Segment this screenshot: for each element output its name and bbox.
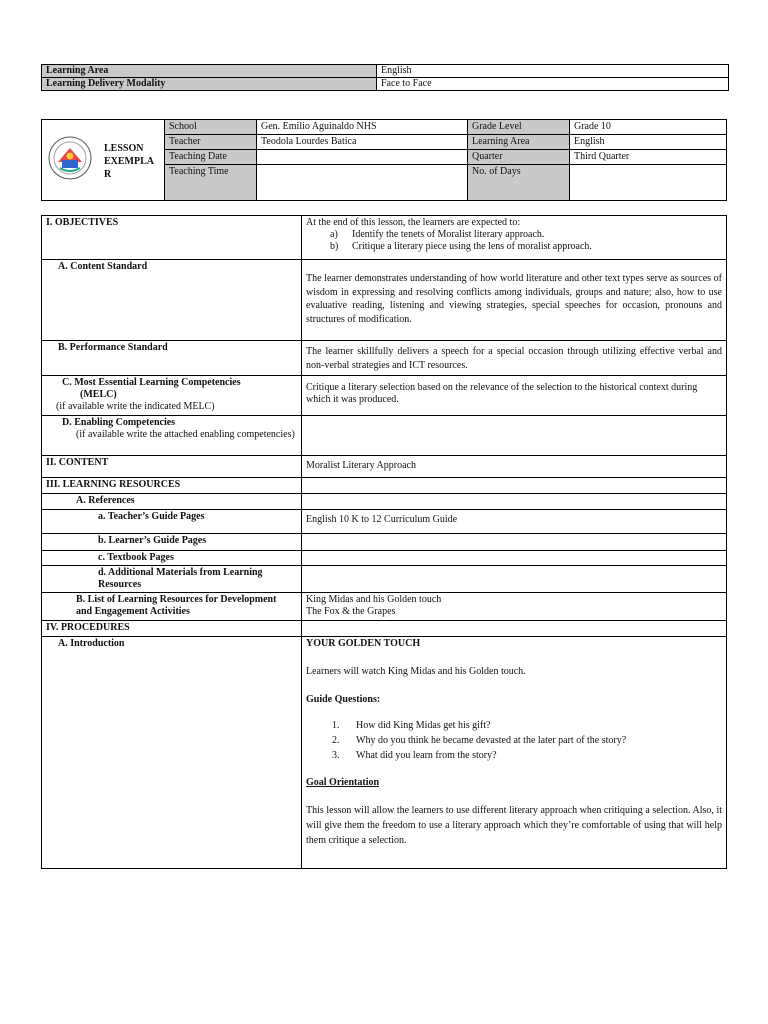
guide-questions-list xyxy=(306,718,722,763)
deped-seal-icon xyxy=(48,136,92,180)
additional-materials-value xyxy=(302,566,727,593)
guide-questions-heading: Guide Questions: xyxy=(306,694,381,705)
quarter-value: Third Quarter xyxy=(570,150,727,165)
content-value: Moralist Literary Approach xyxy=(302,456,727,478)
area-modality-table xyxy=(41,64,729,91)
melc-value: Critique a literary selection based on the relevance of the selection to the historical context during which it was produced. xyxy=(302,376,727,416)
school-value: Gen. Emilio Aguinaldo NHS xyxy=(257,120,468,135)
teaching-time-label: Teaching Time xyxy=(165,165,257,201)
lesson-main-table xyxy=(41,215,727,869)
days-value xyxy=(570,165,727,201)
intro-heading: YOUR GOLDEN TOUCH xyxy=(306,638,421,649)
additional-materials-label: d. Additional Materials from Learning Resources xyxy=(42,566,302,593)
list-item: b) Critique a literary piece using the lens of moralist approach. xyxy=(330,241,592,252)
goal-orientation-text: This lesson will allow the learners to use different literary approach when critiquing a selection. Also, it will give them the freedom to use a literary approach which they’re comfortable of using that will help them critique a selection. xyxy=(306,805,722,846)
school-label: School xyxy=(165,120,257,135)
references-value xyxy=(302,494,727,510)
objectives-intro: At the end of this lesson, the learners are expected to: xyxy=(306,217,521,228)
procedures-label: IV. PROCEDURES xyxy=(42,621,302,637)
resource-list-label: B. List of Learning Resources for Development and Engagement Activities xyxy=(42,593,302,621)
learning-resources-label: III. LEARNING RESOURCES xyxy=(42,478,302,494)
goal-orientation-heading: Goal Orientation xyxy=(306,777,380,788)
introduction-cell xyxy=(302,637,727,869)
enabling-value xyxy=(302,416,727,456)
lesson-exemplar-title: LESSON EXEMPLA R xyxy=(104,143,154,180)
teachers-guide-label: a. Teacher’s Guide Pages xyxy=(42,510,302,534)
learners-guide-label: b. Learner’s Guide Pages xyxy=(42,534,302,551)
grade-level-value: Grade 10 xyxy=(570,120,727,135)
modality-label: Learning Delivery Modality xyxy=(42,78,377,91)
learning-area-header-label: Learning Area xyxy=(468,135,570,150)
quarter-label: Quarter xyxy=(468,150,570,165)
teaching-time-value xyxy=(257,165,468,201)
enabling-label: D. Enabling Competencies (if available write the attached enabling competencies) xyxy=(42,416,302,456)
references-label: A. References xyxy=(42,494,302,510)
objectives-label: I. OBJECTIVES xyxy=(42,216,302,260)
list-item: 1. How did King Midas get his gift? xyxy=(332,720,491,731)
list-item: 3. What did you learn from the story? xyxy=(332,750,497,761)
days-label: No. of Days xyxy=(468,165,570,201)
teacher-label: Teacher xyxy=(165,135,257,150)
teachers-guide-value: English 10 K to 12 Curriculum Guide xyxy=(302,510,727,534)
content-label: II. CONTENT xyxy=(42,456,302,478)
textbook-label: c. Textbook Pages xyxy=(42,551,302,566)
lesson-title-cell xyxy=(42,120,165,201)
content-standard-value: The learner demonstrates understanding of how world literature and other text types serve as sources of wisdom in expressing and resolving conflicts among individuals, groups and nature; also, how to use evaluative reading, listening and viewing strategies, special speeches for occasion, pronouns and structures of modification. xyxy=(302,260,727,341)
grade-level-label: Grade Level xyxy=(468,120,570,135)
lesson-header-table xyxy=(41,119,727,201)
procedures-value xyxy=(302,621,727,637)
introduction-label: A. Introduction xyxy=(42,637,302,869)
learning-resources-value xyxy=(302,478,727,494)
teaching-date-value xyxy=(257,150,468,165)
objectives-list xyxy=(306,229,722,253)
textbook-value xyxy=(302,551,727,566)
teaching-date-label: Teaching Date xyxy=(165,150,257,165)
content-standard-label: A. Content Standard xyxy=(42,260,302,341)
intro-text: Learners will watch King Midas and his Golden touch. xyxy=(306,666,526,677)
modality-value: Face to Face xyxy=(377,78,729,91)
list-item: 2. Why do you think he became devasted at the later part of the story? xyxy=(332,735,627,746)
learning-area-header-value: English xyxy=(570,135,727,150)
learning-area-label: Learning Area xyxy=(42,65,377,78)
melc-label: C. Most Essential Learning Competencies (MELC) (if available write the indicated MELC) xyxy=(42,376,302,416)
resource-list-value: King Midas and his Golden touch The Fox & the Grapes xyxy=(302,593,727,621)
learning-area-value: English xyxy=(377,65,729,78)
objectives-cell xyxy=(302,216,727,260)
learners-guide-value xyxy=(302,534,727,551)
performance-standard-label: B. Performance Standard xyxy=(42,341,302,376)
teacher-value: Teodola Lourdes Batica xyxy=(257,135,468,150)
performance-standard-value: The learner skillfully delivers a speech for a special occasion through utilizing effective verbal and non-verbal strategies and ICT resources. xyxy=(302,341,727,376)
list-item: a) Identify the tenets of Moralist literary approach. xyxy=(330,229,545,240)
